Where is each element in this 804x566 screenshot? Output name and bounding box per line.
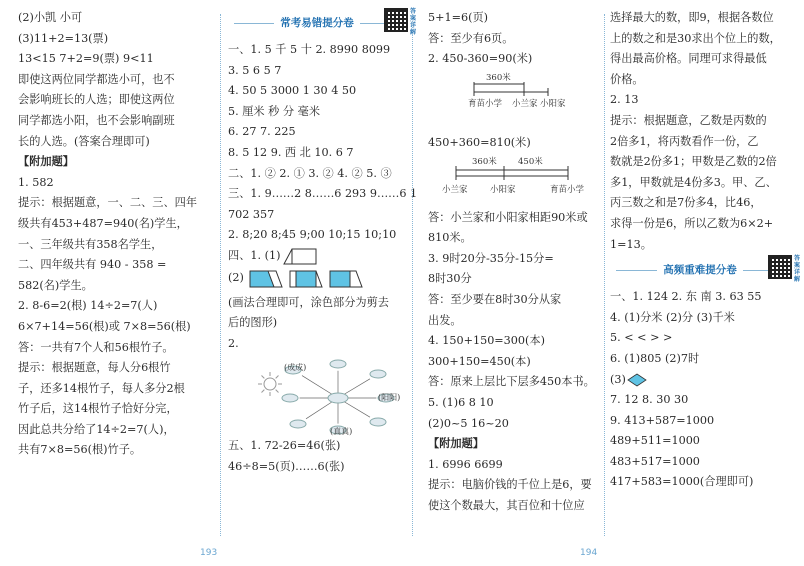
column-divider [412, 14, 413, 536]
answer-line: 上的数之和是30求出个位上的数， [610, 31, 781, 45]
direction-map [228, 354, 401, 437]
answer-line: 9. 413+587=1000 [610, 413, 715, 427]
answer-line: 5+1=6(页) [428, 11, 489, 24]
distance-diagram-2 [428, 154, 588, 200]
answer-line: 一、1. 5 千 5 十 2. 8990 8099 [228, 43, 391, 56]
answer-line: 五、1. 72-26=46(张) [228, 439, 341, 453]
answer-line: (2)0~5 16~20 [428, 416, 509, 430]
answer-line: 提示：根据题意，乙数是丙数的 [610, 113, 767, 127]
answer-line: 答：至少有6页。 [428, 31, 514, 45]
diagram-label: 小兰家 [512, 98, 538, 109]
answer-line: (2) [228, 267, 406, 293]
answer-line: 提示：根据题意，每人分6根竹 [18, 361, 171, 375]
answer-line: 2倍多1，将丙数看作一份，乙 [610, 134, 759, 148]
answer-line: 1=13。 [610, 237, 652, 251]
direction-map-figure [228, 354, 406, 436]
answer-line: 3. 9时20分-35分-15分= [428, 251, 554, 265]
answer-line: 702 357 [228, 207, 275, 221]
rhombus-figure [626, 373, 648, 387]
qr-label: 答案详解 [794, 255, 801, 284]
answer-line: 四、1. (1) [228, 246, 406, 267]
diagram-label: 450米 [518, 156, 543, 167]
answer-line: 后的图形) [228, 316, 278, 330]
answer-line: (3) [610, 370, 790, 391]
qr-label: 答案详解 [410, 8, 417, 36]
answer-line: 4. (1)分米 (2)分 (3)千米 [610, 310, 735, 324]
diagram-label: 360米 [486, 72, 511, 83]
answer-line: 二、四年级共有 940 - 358 = [18, 258, 167, 272]
answer-line: 子，还多14根竹子，每人多分2根 [18, 381, 185, 395]
answer-line: 1. 6996 6699 [428, 457, 503, 471]
answer-line: 582(名)学生。 [18, 278, 93, 292]
answer-line: 13<15 7+2=9(票) 9<11 [18, 52, 154, 66]
answer-line: 级共有453+487=940(名)学生， [18, 216, 188, 230]
answer-line: 选择最大的数，即9，根据各数位 [610, 11, 774, 24]
answer-line: 答：一共有7个人和56根竹子。 [18, 340, 174, 354]
answer-line: 4. 150+150=300(本) [428, 334, 545, 348]
answer-line: 求得一份是6，所以乙数为6×2+ [610, 216, 774, 230]
answer-line: 提示：根据题意，一、二、三、四年 [18, 196, 198, 210]
answer-line: 共有7×8=56(根)竹子。 [18, 443, 142, 457]
answer-line: 5. < < > > [610, 331, 673, 345]
section-title: 高频重难提分卷 [663, 263, 737, 276]
answer-line: 数就是2份多1；甲数是乙数的2倍 [610, 155, 777, 169]
page-number-left: 193 [200, 548, 218, 558]
answer-line: 6. 27 7. 225 [228, 125, 296, 139]
answer-line: 丙三数之和是7份多4，比46， [610, 196, 762, 210]
answer-line: 489+511=1000 [610, 434, 700, 448]
answer-line: 483+517=1000 [610, 454, 700, 468]
answer-line: 价格。 [610, 72, 644, 86]
column-divider [604, 14, 605, 536]
answer-line: 6×7+14=56(根)或 7×8=56(根) [18, 319, 191, 333]
answer-line: (画法合理即可，涂色部分为剪去 [228, 295, 389, 309]
answer-line: 300+150=450(本) [428, 354, 531, 368]
shaded-shape-figure [328, 267, 364, 289]
answer-line: 会影响班长的人选；即使这两位 [18, 93, 175, 107]
answer-line: 长的人选。(答案合理即可) [18, 134, 150, 148]
answer-line: 一、三年级共有358名学生， [18, 237, 163, 251]
shaded-shape-figure [248, 267, 284, 289]
map-label: (阳阳) [378, 393, 401, 403]
answer-line: 得出最高价格。同理可求得最低 [610, 52, 767, 66]
diagram-label: 育苗小学 [468, 98, 503, 109]
answer-line: 竹子后，这14根竹子恰好分完， [18, 402, 178, 416]
answer-line: 8. 5 12 9. 西 北 10. 6 7 [228, 145, 354, 159]
trapezoid-figure [280, 246, 320, 266]
answer-line: 答：小兰家和小阳家相距90米或 [428, 210, 588, 224]
diagram-label: 360米 [472, 156, 497, 167]
extra-heading: 【附加题】 [18, 155, 74, 169]
answer-line: 1. 582 [18, 175, 54, 189]
map-label: (成成) [284, 363, 307, 373]
answer-line: 5. (1)6 8 10 [428, 395, 494, 409]
answer-line: 使这个数最大，其百位和十位应 [428, 498, 585, 512]
answer-line: 一、1. 124 2. 东 南 3. 63 55 [610, 290, 762, 304]
map-label: (真真) [330, 427, 353, 437]
answer-line: (3)11+2=13(票) [18, 31, 109, 45]
answer-line: 答：原来上层比下层多450本书。 [428, 375, 595, 389]
diagram-label: 小阳家 [490, 184, 516, 195]
extra-heading: 【附加题】 [428, 437, 484, 451]
diagram-label: 育苗小学 [550, 184, 585, 195]
answer-line: (2)小凯 小可 [18, 11, 83, 24]
qr-code-icon [384, 8, 408, 32]
answer-line: 7. 12 8. 30 30 [610, 393, 689, 407]
qr-code-icon [768, 255, 792, 279]
diagram-label: 小阳家 [540, 98, 566, 109]
answer-line: 8时30分 [428, 272, 472, 286]
column-2 [228, 8, 418, 478]
answer-line: 46÷8=5(页)……6(张) [228, 459, 345, 473]
answer-line: 三、1. 9……2 8……6 293 9……6 1 [228, 187, 418, 201]
answer-line: 6. (1)805 (2)7时 [610, 351, 700, 365]
answer-line: 同学都选小阳，也不会影响副班 [18, 113, 175, 127]
answer-line: 2. 13 [610, 93, 639, 107]
answer-line: 5. 厘米 秒 分 毫米 [228, 104, 321, 118]
column-divider [220, 14, 221, 536]
answer-line: 450+360=810(米) [428, 136, 531, 150]
column-4 [610, 8, 801, 493]
column-1 [18, 8, 216, 461]
answer-line: 4. 50 5 3000 1 30 4 50 [228, 84, 357, 98]
column-3 [428, 8, 600, 516]
answer-line: 因此总共分给了14÷2=7(人)， [18, 422, 175, 436]
distance-diagram-1 [428, 70, 578, 126]
section-title-bar [610, 255, 801, 284]
answer-line: 多1，甲数就是4份多3。甲、乙、 [610, 175, 777, 189]
answer-line: 出发。 [428, 313, 462, 327]
section-title: 常考易错提分卷 [280, 16, 354, 29]
answer-line: 2. 8;20 8;45 9;00 10;15 10;10 [228, 228, 397, 242]
answer-line: 2. 8-6=2(根) 14÷2=7(人) [18, 299, 158, 313]
answer-line: 答：至少要在8时30分从家 [428, 292, 562, 306]
diagram-label: 小兰家 [442, 184, 468, 195]
section-title-bar [228, 8, 417, 36]
answer-line: 810米。 [428, 231, 472, 245]
answer-line: 2. 450-360=90(米) [428, 52, 533, 66]
answer-line: 二、1. ② 2. ① 3. ② 4. ② 5. ③ [228, 166, 392, 180]
answer-line: 提示：电脑价钱的千位上是6，要 [428, 478, 592, 492]
answer-line: 417+583=1000(合理即可) [610, 475, 754, 489]
answer-line: 即使这两位同学都选小可，也不 [18, 72, 175, 86]
answer-line: 3. 5 6 5 7 [228, 63, 282, 77]
shaded-shape-figure [288, 267, 324, 289]
answer-line: 2. [228, 336, 239, 350]
page-number-right: 194 [580, 548, 598, 558]
